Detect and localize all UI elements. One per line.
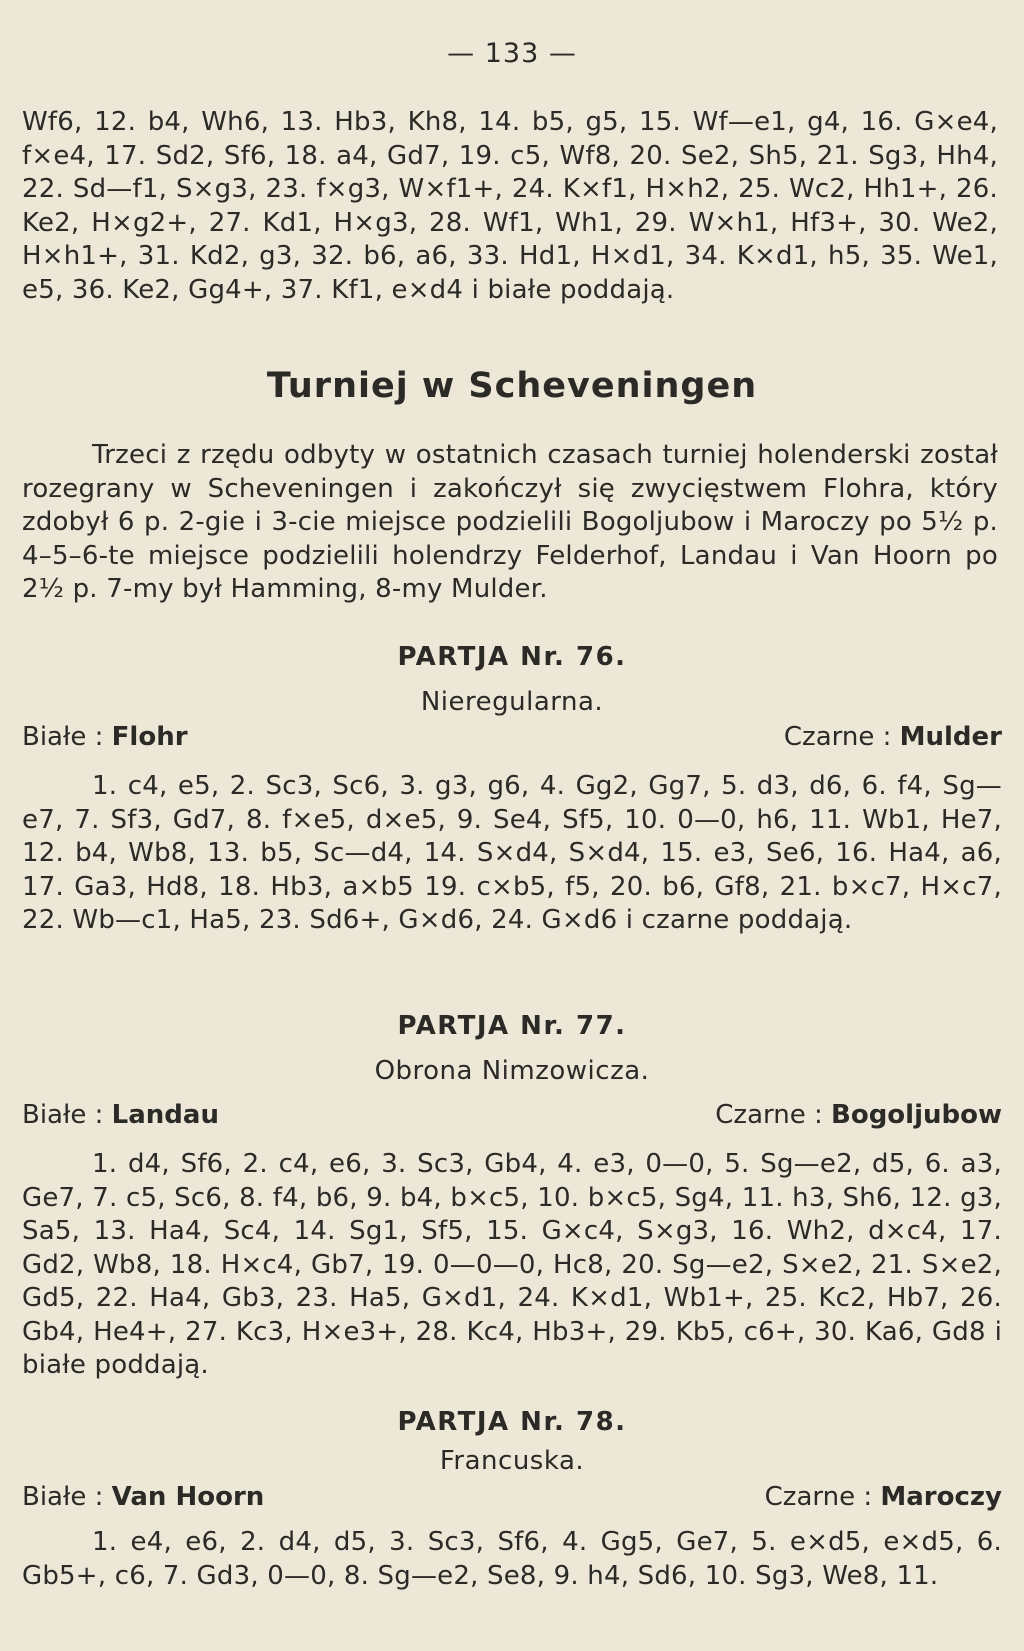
- white-player-name: Flohr: [111, 722, 188, 752]
- black-player: [765, 1482, 1002, 1512]
- black-player-name: Maroczy: [880, 1482, 1002, 1512]
- game-76-heading: PARTJA Nr. 76.: [397, 642, 627, 672]
- black-label: Czarne :: [764, 1482, 873, 1512]
- article-intro: Trzeci z rzędu odbyty w ostatnich czasach turniej holenderski został rozegrany w Scheveningen i zakończył się zwycięstwem Flohra, który zdobył 6 p. 2-gie i 3-cie miejsce podzielili Bogoljubow i Maroczy po 5½ p. 4–5–6-te miejsce podzielili holendrzy Felderhof, Landau i Van Hoorn po 2½ p. 7-my był Hamming, 8-my Mulder.: [22, 440, 998, 604]
- game-78-opening: Francuska.: [439, 1446, 585, 1476]
- black-player-name: Mulder: [899, 722, 1002, 752]
- game-76-opening: Nieregularna.: [420, 687, 604, 717]
- white-player: [22, 722, 188, 752]
- white-label: Białe :: [22, 722, 104, 752]
- game-78-heading: PARTJA Nr. 78.: [397, 1407, 627, 1437]
- white-player: [22, 1100, 219, 1130]
- game-78-players: [22, 1482, 1002, 1512]
- game-77-moves: 1. d4, Sf6, 2. c4, e6, 3. Sc3, Gb4, 4. e3, 0—0, 5. Sg—e2, d5, 6. a3, Ge7, 7. c5, Sc6, 8. f4, b6, 9. b4, b×c5, 10. b×c5, Sg4, 11. h3, Sh6, 12. g3, Sa5, 13. Ha4, Sc4, 14. Sg1, Sf5, 15. G×c4, S×g3, 16. Wh2, d×c4, 17. Gd2, Wb8, 18. H×c4, Gb7, 19. 0—0—0, Hc8, 20. Sg—e2, S×e2, 21. S×e2, Gd5, 22. Ha4, Gb3, 23. Ha5, G×d1, 24. K×d1, Wb1+, 25. Kc2, Hb7, 26. Gb4, He4+, 27. Kc3, H×e3+, 28. Kc4, Hb3+, 29. Kb5, c6+, 30. Ka6, Gd8 i białe poddają.: [22, 1149, 1002, 1380]
- white-label: Białe :: [22, 1482, 104, 1512]
- black-player-name: Bogoljubow: [831, 1100, 1002, 1130]
- white-player-name: Landau: [111, 1100, 219, 1130]
- game-77-players: [22, 1100, 1002, 1130]
- game-78-moves: 1. e4, e6, 2. d4, d5, 3. Sc3, Sf6, 4. Gg5, Ge7, 5. e×d5, e×d5, 6. Gb5+, c6, 7. Gd3, 0—0, 8. Sg—e2, Se8, 9. h4, Sd6, 10. Sg3, We8, 11.: [22, 1527, 1002, 1591]
- previous-game-continuation: Wf6, 12. b4, Wh6, 13. Hb3, Kh8, 14. b5, g5, 15. Wf—e1, g4, 16. G×e4, f×e4, 17. Sd2, Sf6, 18. a4, Gd7, 19. c5, Wf8, 20. Se2, Sh5, 21. Sg3, Hh4, 22. Sd—f1, S×g3, 23. f×g3, W×f1+, 24. K×f1, H×h2, 25. Wc2, Hh1+, 26. Ke2, H×g2+, 27. Kd1, H×g3, 28. Wf1, Wh1, 29. W×h1, Hf3+, 30. We2, H×h1+, 31. Kd2, g3, 32. b6, a6, 33. Hd1, H×d1, 34. K×d1, h5, 35. We1, e5, 36. Ke2, Gg4+, 37. Kf1, e×d4 i białe poddają.: [22, 107, 998, 305]
- black-player: [784, 722, 1002, 752]
- white-player-name: Van Hoorn: [111, 1482, 265, 1512]
- article-title: Turniej w Scheveningen: [266, 366, 758, 406]
- page-number: — 133 —: [447, 38, 577, 69]
- white-label: Białe :: [22, 1100, 104, 1130]
- game-77-opening: Obrona Nimzowicza.: [374, 1056, 650, 1086]
- game-76-moves: 1. c4, e5, 2. Sc3, Sc6, 3. g3, g6, 4. Gg2, Gg7, 5. d3, d6, 6. f4, Sg—e7, 7. Sf3, Gd7, 8. f×e5, d×e5, 9. Se4, Sf5, 10. 0—0, h6, 11. Wb1, He7, 12. b4, Wb8, 13. b5, Sc—d4, 14. S×d4, S×d4, 15. e3, Se6, 16. Ha4, a6, 17. Ga3, Hd8, 18. Hb3, a×b5 19. c×b5, f5, 20. b6, Gf8, 21. b×c7, H×c7, 22. Wb—c1, Ha5, 23. Sd6+, G×d6, 24. G×d6 i czarne poddają.: [22, 771, 1002, 935]
- game-77-heading: PARTJA Nr. 77.: [397, 1011, 627, 1041]
- black-label: Czarne :: [783, 722, 892, 752]
- black-label: Czarne :: [715, 1100, 823, 1130]
- white-player: [22, 1482, 264, 1512]
- black-player: [715, 1100, 1002, 1130]
- game-76-players: [22, 722, 1002, 752]
